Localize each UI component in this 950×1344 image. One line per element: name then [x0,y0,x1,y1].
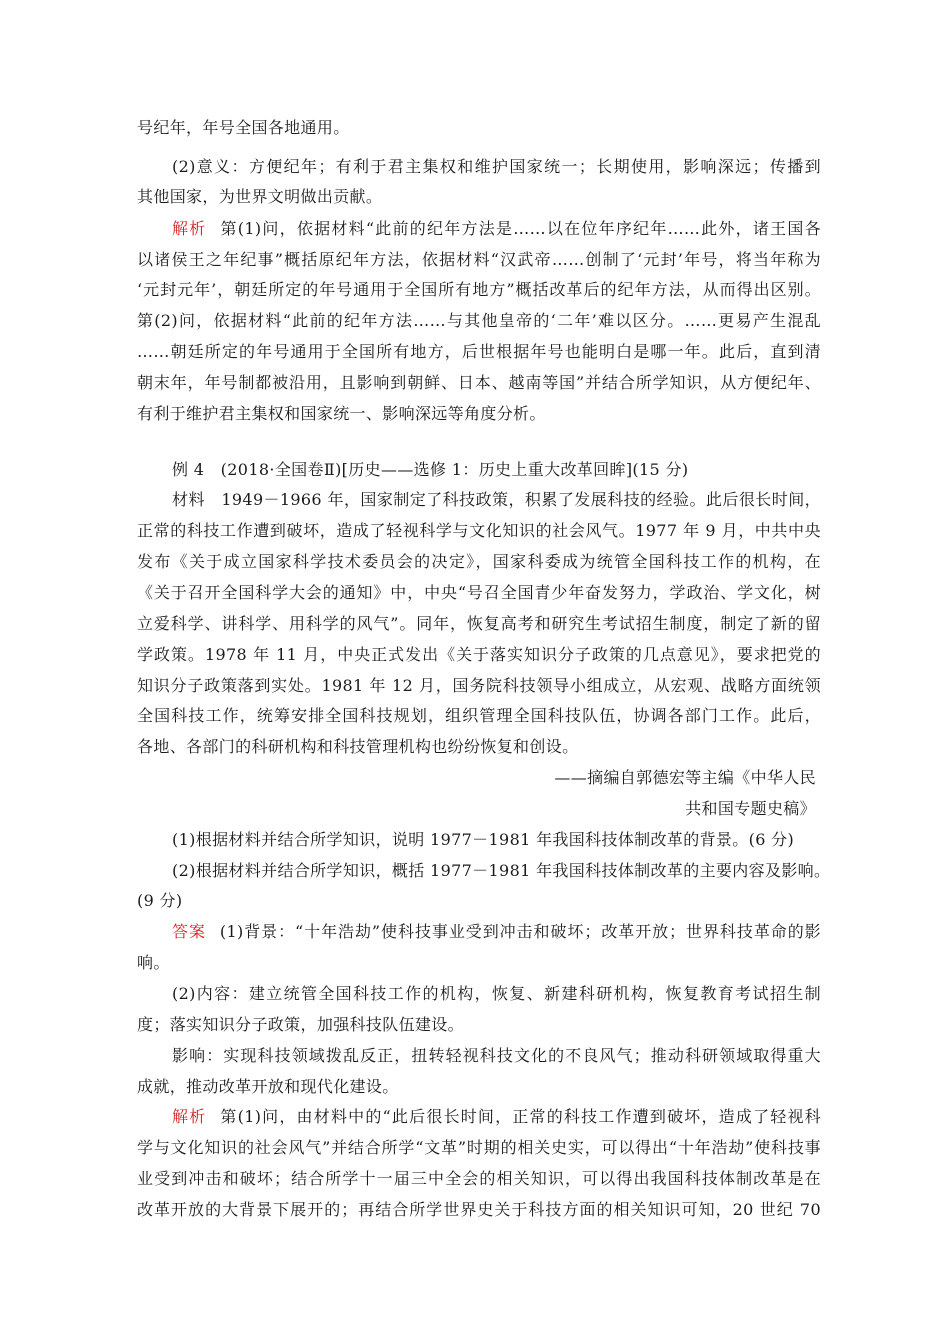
text-line: 第(1)问，由材料中的“此后很长时间，正常的科技工作遭到破坏，造成了轻视科 [220,1107,822,1126]
text-line: 朝末年，年号制都被沿用，且影响到朝鲜、日本、越南等国”并结合所学知识，从方便纪年、 [137,373,821,392]
text-line: (1)背景：“十年浩劫”使科技事业受到冲击和破坏；改革开放；世界科技革命的影 [219,922,821,941]
text-line: ……朝廷所定的年号通用于全国所有地方，后世根据年号也能明白是哪一年。此后，直到清 [137,342,821,361]
material-line: 正常的科技工作遭到破坏，造成了轻视科学与文化知识的社会风气。1977 年 9 月，中共中央 [137,521,821,540]
material-line: 材料 1949－1966 年，国家制定了科技政策，积累了发展科技的经验。此后很长时间， [172,490,821,509]
question-2: (2)根据材料并结合所学知识，概括 1977－1981 年我国科技体制改革的主要内容及影响。 [172,861,831,880]
text-line: 其他国家，为世界文明做出贡献。 [137,187,383,206]
material-line: 各地、各部门的科研机构和科技管理机构也纷纷恢复和创设。 [137,737,579,756]
source-citation: ——摘编自郭德宏等主编《中华人民 [554,768,816,787]
text-line: 第(2)问，依据材料“此前的纪年方法……与其他皇帝的‘二年’难以区分。……更易产生混乱 [137,311,821,330]
question-1: (1)根据材料并结合所学知识，说明 1977－1981 年我国科技体制改革的背景。(6 分) [172,830,795,849]
text-line: 学与文化知识的社会风气”并结合所学“文革”时期的相关史实，可以得出“十年浩劫”使科技事 [137,1138,821,1157]
text-line: 第(1)问，依据材料“此前的纪年方法是……以在位年序纪年……此外，诸王国各 [220,219,822,238]
analysis-label: 解析 [172,219,207,238]
text-line: 度；落实知识分子政策，加强科技队伍建设。 [137,1015,465,1034]
text-line: 改革开放的大背景下展开的；再结合所学世界史关于科技方面的相关知识可知，20 世纪 70 [137,1200,821,1219]
question-2: (9 分) [137,891,183,910]
text-line: 以诸侯王之年纪事”概括原纪年方法，依据材料“汉武帝……创制了‘元封’年号，将当年称为 [137,250,821,269]
text-line: 业受到冲击和破坏；结合所学十一届三中全会的相关知识，可以得出我国科技体制改革是在 [137,1169,821,1188]
text-line: 响。 [137,953,170,972]
text-line: 影响：实现科技领域拨乱反正，扭转轻视科技文化的不良风气；推动科研领域取得重大 [172,1046,821,1065]
text-line: ‘元封元年’，朝廷所定的年号通用于全国所有地方”概括改革后的纪年方法，从而得出区别。 [137,280,821,299]
material-line: 全国科技工作，统筹安排全国科技规划，组织管理全国科技队伍，协调各部门工作。此后， [137,706,821,725]
text-line: (2)内容：建立统管全国科技工作的机构，恢复、新建科研机构，恢复教育考试招生制 [172,984,821,1003]
text-line: 成就，推动改革开放和现代化建设。 [137,1077,399,1096]
material-line: 知识分子政策落到实处。1981 年 12 月，国务院科技领导小组成立，从宏观、战略方面统领 [137,676,821,695]
analysis-label: 解析 [172,1107,207,1126]
example-title: 例 4 (2018·全国卷Ⅱ)[历史——选修 1：历史上重大改革回眸](15 分) [172,460,689,479]
material-line: 发布《关于成立国家科学技术委员会的决定》，国家科委成为统管全国科技工作的机构，在 [137,552,821,571]
material-line: 立爱科学、讲科学、用科学的风气”。同年，恢复高考和研究生考试招生制度，制定了新的留 [137,614,821,633]
answer-label: 答案 [172,922,206,941]
analysis-paragraph [172,219,821,239]
text-line: (2)意义：方便纪年；有利于君主集权和维护国家统一；长期使用，影响深远；传播到 [172,157,821,176]
answer-paragraph [172,922,821,942]
text-line: 有利于维护君主集权和国家统一、影响深远等角度分析。 [137,404,546,423]
source-citation: 共和国专题史稿》 [685,799,816,818]
text-line: 号纪年，年号全国各地通用。 [137,118,350,137]
material-line: 学政策。1978 年 11 月，中央正式发出《关于落实知识分子政策的几点意见》，要求把党的 [137,645,821,664]
analysis-paragraph [172,1107,821,1127]
material-line: 《关于召开全国科学大会的通知》中，中央“号召全国青少年奋发努力，学政治、学文化，树 [137,583,821,602]
